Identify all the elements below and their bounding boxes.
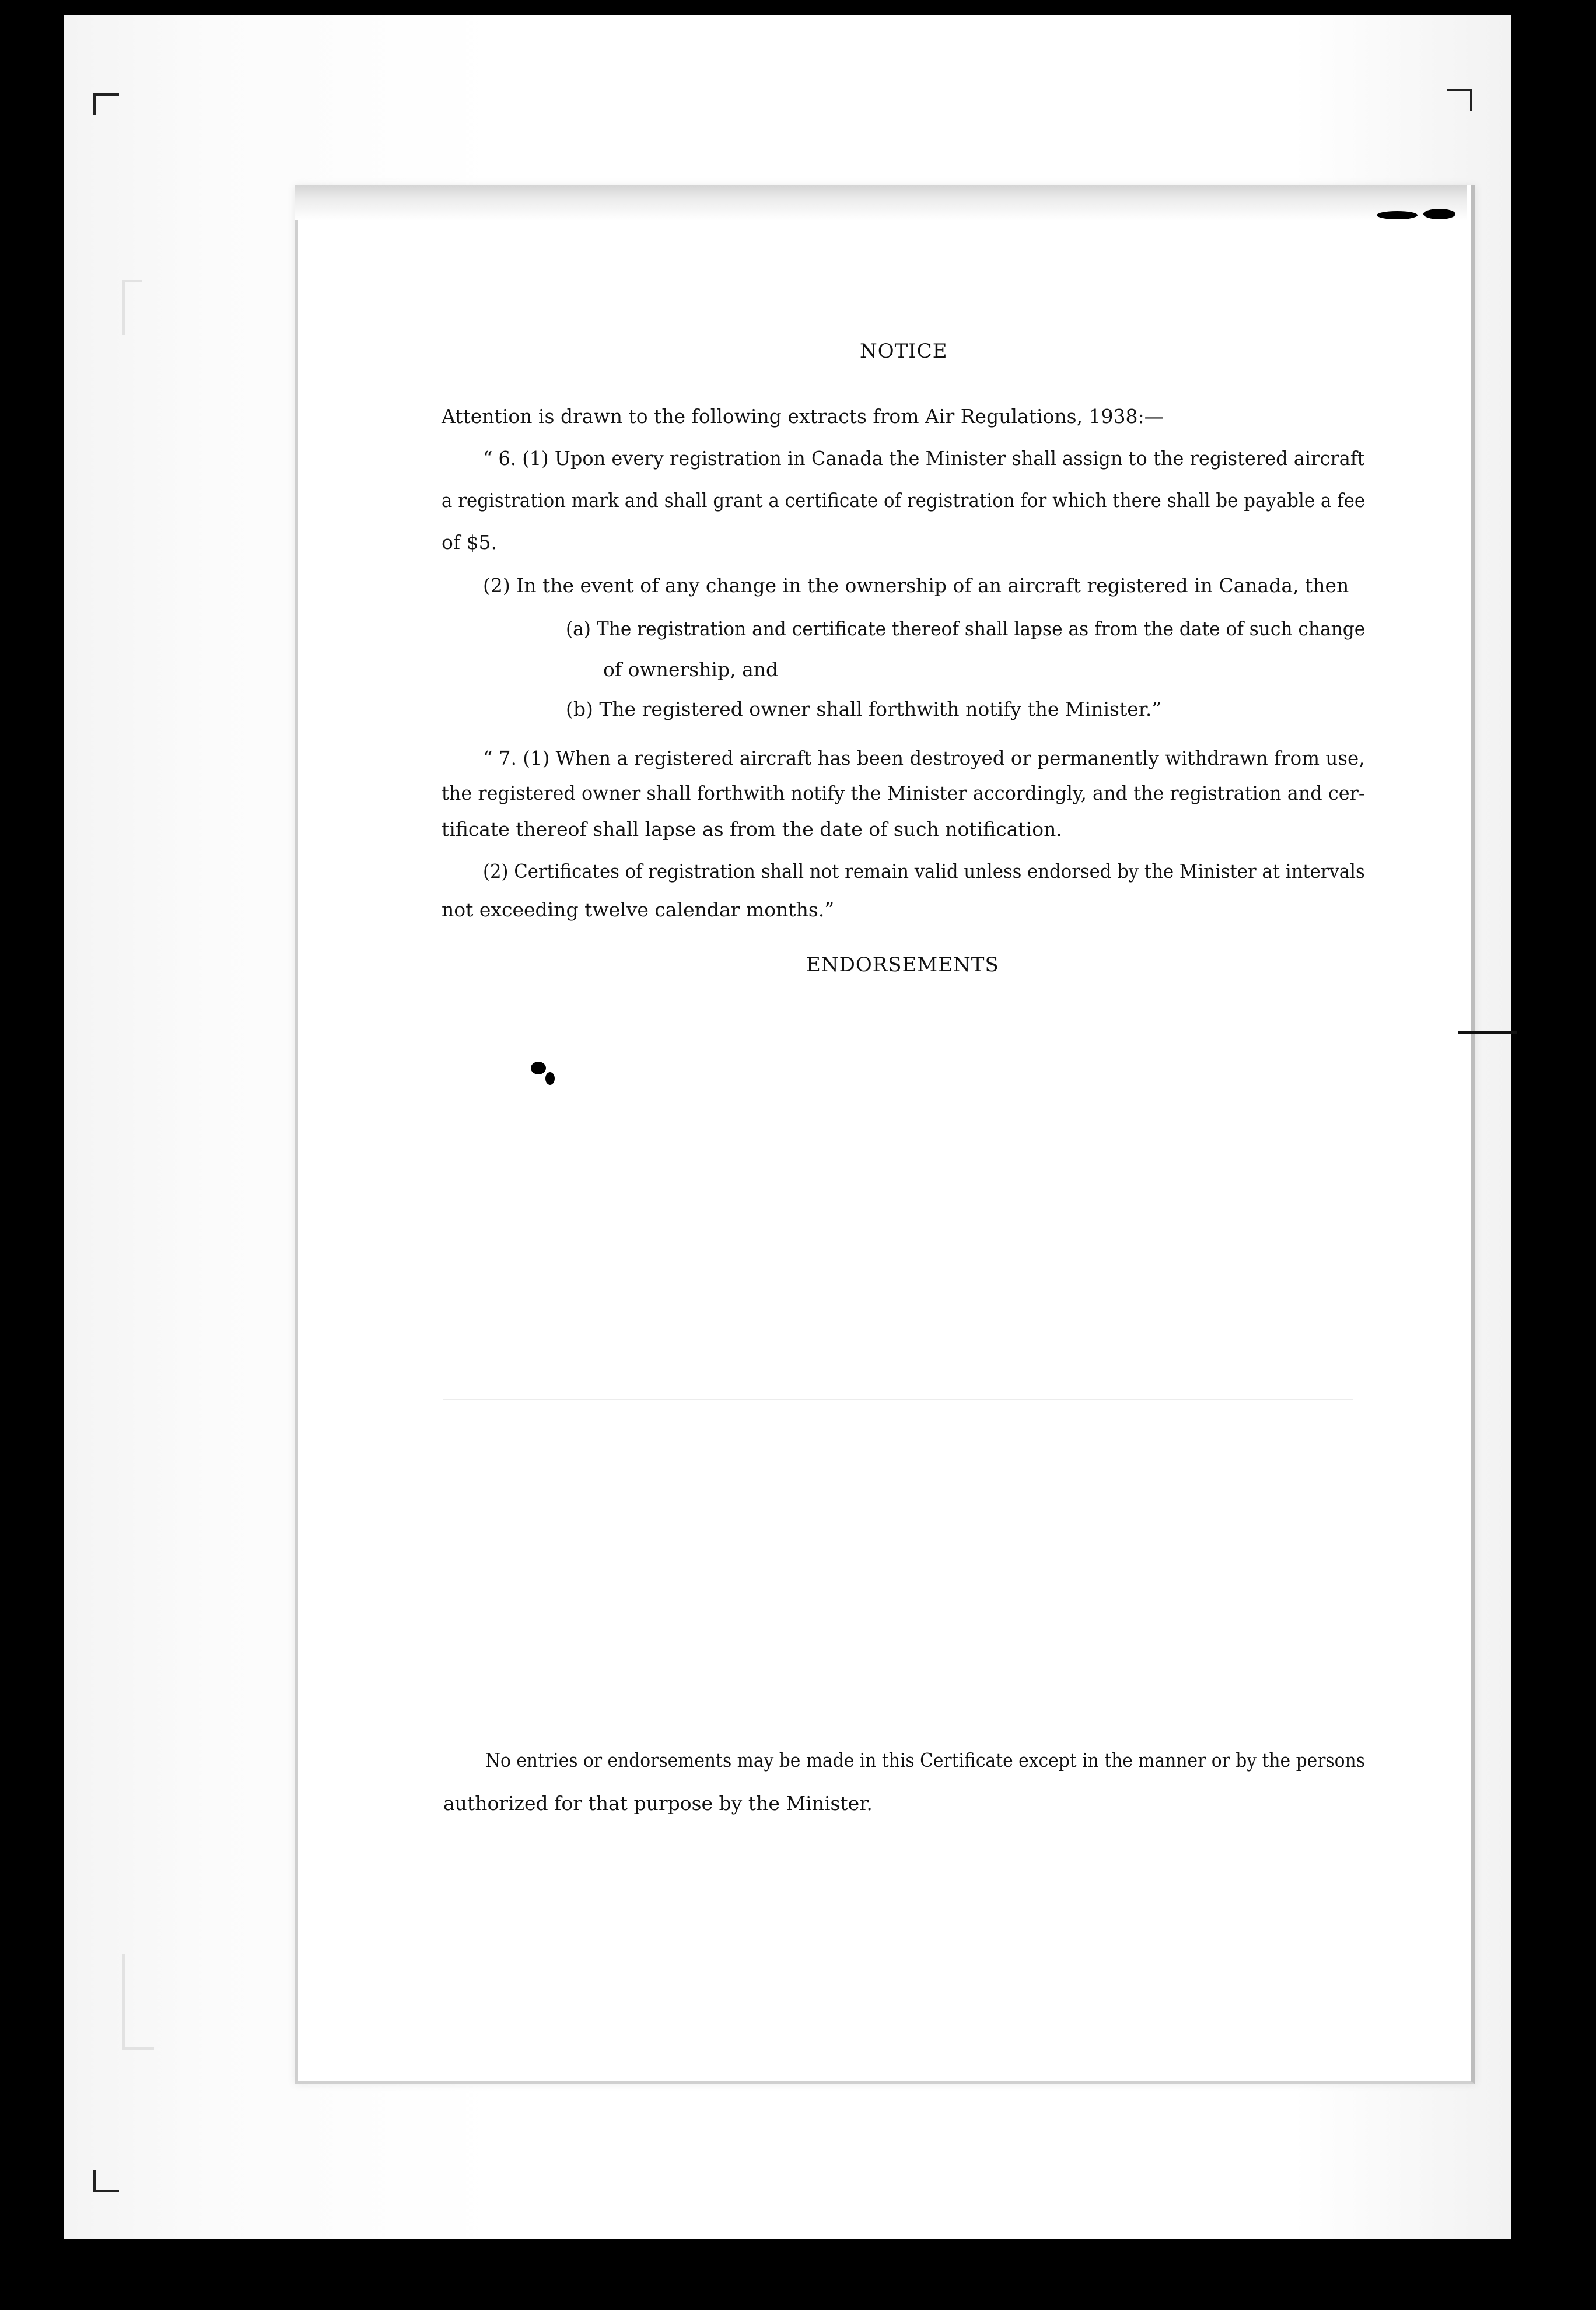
reg6-1-line2: a registration mark and shall grant a certificate of registration for which there shall be payable a fee <box>442 489 1366 512</box>
ink-smudge <box>531 1062 546 1074</box>
film-edge-right <box>1511 0 1596 2310</box>
reg7-2-line1: (2) Certificates of registration shall not remain valid unless endorsed by the Minister at intervals <box>483 860 1365 883</box>
corner-mark-top-right <box>1447 89 1472 111</box>
reg6-2-line1: (2) In the event of any change in the ownership of an aircraft registered in Canada, then <box>483 574 1349 597</box>
reg7-2-line2: not exceeding twelve calendar months.” <box>442 898 835 921</box>
reg6-2-a-line2: of ownership, and <box>603 658 779 681</box>
corner-mark-faint-lower <box>123 1954 154 2050</box>
corner-mark-top-left <box>93 93 119 116</box>
reg6-2-a-line1: (a) The registration and certificate thereof shall lapse as from the date of such change <box>566 617 1366 640</box>
film-edge-bottom <box>0 2239 1596 2310</box>
footer-line1: No entries or endorsements may be made in this Certificate except in the manner or by the persons <box>485 1749 1365 1772</box>
reg6-1-line3: of $5. <box>442 531 498 554</box>
reg7-1-line2: the registered owner shall forthwith notify the Minister accordingly, and the registration and cer- <box>442 782 1365 804</box>
ink-smudge <box>1377 211 1418 219</box>
reg7-1-line3: tificate thereof shall lapse as from the date of such notification. <box>442 818 1062 841</box>
reg7-1-line1: “ 7. (1) When a registered aircraft has been destroyed or permanently withdrawn from use, <box>483 747 1365 769</box>
corner-mark-bottom-left <box>93 2170 119 2192</box>
film-edge-left <box>0 0 64 2310</box>
notice-title: NOTICE <box>860 340 948 363</box>
reg6-2-b-line1: (b) The registered owner shall forthwith notify the Minister.” <box>566 698 1162 720</box>
bleed-through-rule <box>443 1399 1353 1400</box>
ink-smudge <box>1423 209 1455 219</box>
endorsements-title: ENDORSEMENTS <box>806 953 999 977</box>
footer-line2: authorized for that purpose by the Minister. <box>443 1792 873 1815</box>
corner-mark-faint-upper <box>123 280 142 335</box>
sheet-top-edge <box>295 186 1467 220</box>
edge-tick-mark <box>1458 1031 1517 1034</box>
film-edge-top <box>0 0 1596 15</box>
ink-smudge <box>545 1072 555 1085</box>
reg6-1-line1: “ 6. (1) Upon every registration in Canada the Minister shall assign to the registered aircraft <box>483 447 1365 470</box>
notice-intro: Attention is drawn to the following extracts from Air Regulations, 1938:— <box>442 405 1164 428</box>
